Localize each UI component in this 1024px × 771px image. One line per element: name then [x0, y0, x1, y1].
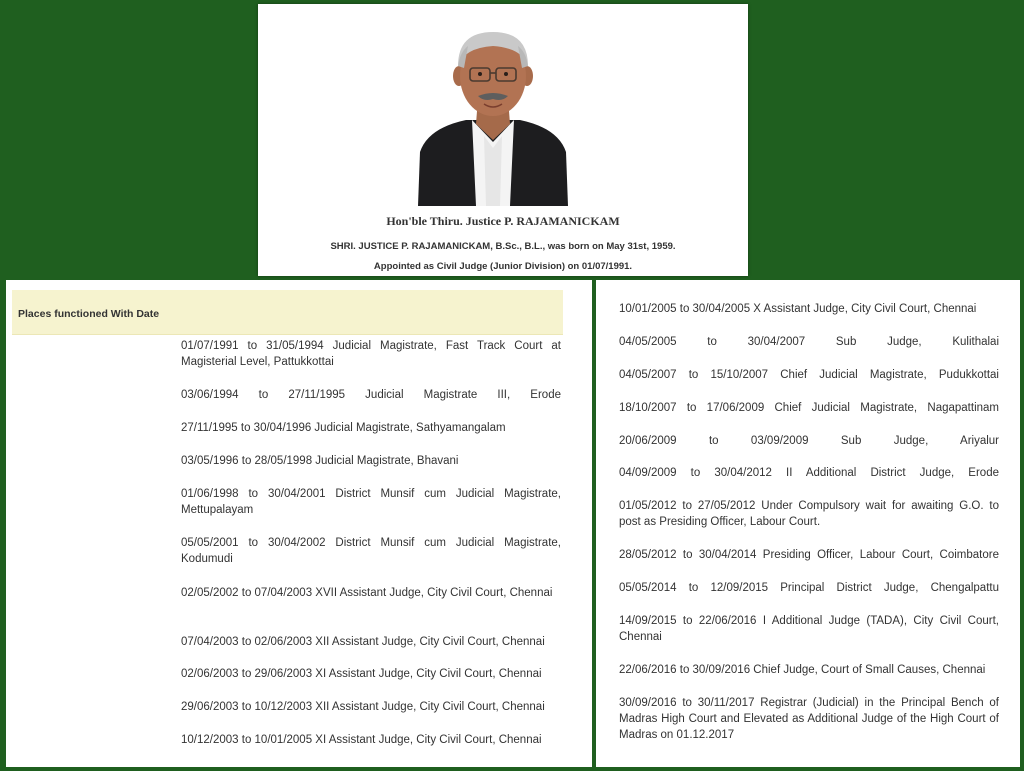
- career-entry: 14/09/2015 to 22/06/2016 I Additional Judge (TADA), City Civil Court, Chennai: [619, 615, 999, 643]
- career-entry: 01/07/1991 to 31/05/1994 Judicial Magistrate, Fast Track Court at Magisterial Level, Pattukkottai: [181, 340, 561, 368]
- judge-portrait: [418, 24, 568, 206]
- career-entry: 10/01/2005 to 30/04/2005 X Assistant Judge, City Civil Court, Chennai: [619, 303, 977, 315]
- career-entry: 02/05/2002 to 07/04/2003 XVII Assistant Judge, City Civil Court, Chennai: [181, 587, 553, 599]
- career-entry: 07/04/2003 to 02/06/2003 XII Assistant Judge, City Civil Court, Chennai: [181, 636, 545, 648]
- career-entry: 05/05/2014 to 12/09/2015 Principal District Judge, Chengalpattu: [619, 582, 999, 594]
- career-entry: 02/06/2003 to 29/06/2003 XI Assistant Judge, City Civil Court, Chennai: [181, 668, 542, 680]
- career-entry: 30/09/2016 to 30/11/2017 Registrar (Judicial) in the Principal Bench of Madras High Court and Elevated as Additional Judge of the High Court of Madras on 01.12.2017: [619, 697, 999, 741]
- career-entry: 20/06/2009 to 03/09/2009 Sub Judge, Ariyalur: [619, 435, 999, 447]
- career-entry: 10/12/2003 to 10/01/2005 XI Assistant Judge, City Civil Court, Chennai: [181, 734, 542, 746]
- career-entry: 03/05/1996 to 28/05/1998 Judicial Magistrate, Bhavani: [181, 455, 459, 467]
- career-entry: 27/11/1995 to 30/04/1996 Judicial Magistrate, Sathyamangalam: [181, 422, 506, 434]
- career-column-right: [596, 280, 1020, 767]
- birth-info: SHRI. JUSTICE P. RAJAMANICKAM, B.Sc., B.L., was born on May 31st, 1959.: [330, 241, 676, 252]
- career-entry: 04/05/2005 to 30/04/2007 Sub Judge, Kulithalai: [619, 336, 999, 348]
- career-entry: 03/06/1994 to 27/11/1995 Judicial Magistrate III, Erode: [181, 389, 561, 401]
- career-entry: 01/05/2012 to 27/05/2012 Under Compulsory wait for awaiting G.O. to post as Presiding Officer, Labour Court.: [619, 500, 999, 528]
- appointment-info: Appointed as Civil Judge (Junior Division) on 01/07/1991.: [373, 261, 633, 272]
- career-column-left: [6, 280, 592, 767]
- judge-name: Hon'ble Thiru. Justice P. RAJAMANICKAM: [386, 214, 620, 228]
- career-entry: 22/06/2016 to 30/09/2016 Chief Judge, Court of Small Causes, Chennai: [619, 664, 986, 676]
- section-heading-band: [12, 290, 563, 335]
- profile-header-card: [258, 4, 748, 276]
- career-entry: 05/05/2001 to 30/04/2002 District Munsif cum Judicial Magistrate, Kodumudi: [181, 537, 561, 565]
- section-title: Places functioned With Date: [18, 308, 160, 320]
- career-entry: 04/09/2009 to 30/04/2012 II Additional District Judge, Erode: [619, 467, 999, 479]
- career-entry: 01/06/1998 to 30/04/2001 District Munsif cum Judicial Magistrate, Mettupalayam: [181, 488, 561, 516]
- career-entry: 18/10/2007 to 17/06/2009 Chief Judicial Magistrate, Nagapattinam: [619, 402, 999, 414]
- career-entry: 28/05/2012 to 30/04/2014 Presiding Officer, Labour Court, Coimbatore: [619, 549, 999, 561]
- career-entry: 04/05/2007 to 15/10/2007 Chief Judicial Magistrate, Pudukkottai: [619, 369, 999, 381]
- career-entry: 29/06/2003 to 10/12/2003 XII Assistant Judge, City Civil Court, Chennai: [181, 701, 545, 713]
